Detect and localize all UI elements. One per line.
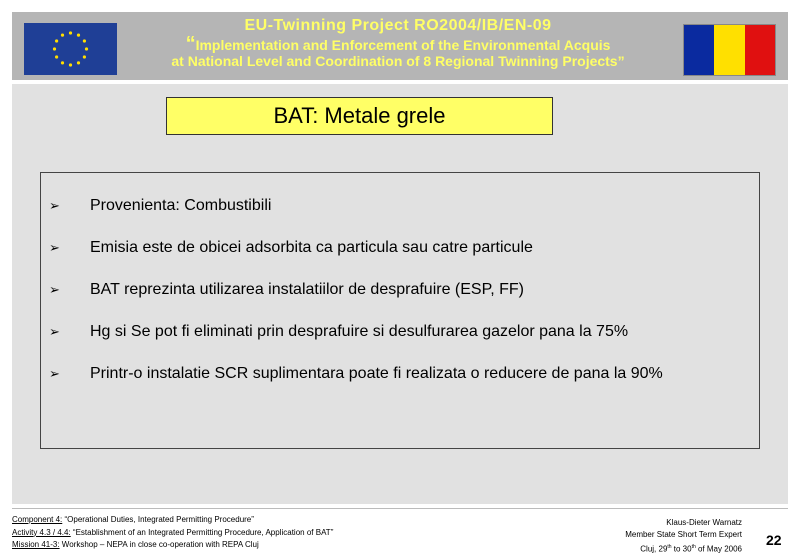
arrow-bullet-icon: ➢: [49, 324, 60, 339]
component-text: “Operational Duties, Integrated Permitting Procedure”: [62, 515, 254, 524]
flag-stripe-yellow: [714, 25, 744, 75]
list-item: [41, 362, 759, 386]
arrow-bullet-icon: ➢: [49, 198, 60, 213]
arrow-bullet-icon: ➢: [49, 366, 60, 381]
date-suffix: of May 2006: [695, 544, 742, 554]
footer-component: [12, 514, 333, 527]
activity-text: “Establishment of an Integrated Permitting Procedure, Application of BAT”: [70, 527, 334, 537]
list-item: [41, 320, 759, 344]
mission-text: Workshop – NEPA in close co-operation with REPA Cluj: [59, 540, 259, 549]
list-item: [41, 278, 759, 302]
list-item: [41, 236, 759, 260]
component-label: Component 4:: [12, 515, 63, 524]
open-quote: “: [185, 33, 196, 55]
author-name: Klaus-Dieter Warnatz: [666, 518, 742, 527]
arrow-bullet-icon: ➢: [49, 240, 60, 255]
footer-mission: [12, 539, 333, 552]
mission-label: Mission 41-3:: [12, 540, 60, 549]
project-subtitle-line1: [124, 33, 672, 55]
subtitle-line1-text: Implementation and Enforcement of the Environmental Acquis: [195, 37, 611, 53]
slide-title: BAT: Metale grele: [166, 97, 553, 135]
header-band: [12, 12, 788, 80]
project-subtitle-line2: at National Level and Coordination of 8 Regional Twinning Projects”: [171, 53, 625, 69]
flag-stripe-red: [745, 25, 775, 75]
flag-stripe-blue: [684, 25, 714, 75]
bullet-text: Printr-o instalatie SCR suplimentara poate fi realizata o reducere de pana la 90%: [90, 365, 663, 382]
author-role: Member State Short Term Expert: [625, 530, 742, 539]
bullet-text: Emisia este de obicei adsorbita ca particula sau catre particule: [90, 239, 533, 256]
project-title: EU-Twinning Project RO2004/IB/EN-09: [244, 17, 552, 34]
list-item: [41, 194, 759, 218]
footer-activity: [12, 527, 333, 540]
footer-left: [12, 514, 333, 552]
page-number: 22: [766, 532, 782, 548]
bullet-list: [40, 172, 760, 449]
arrow-bullet-icon: ➢: [49, 282, 60, 297]
header-text: [124, 16, 672, 69]
bullet-text: Hg si Se pot fi eliminati prin desprafuire si desulfurarea gazelor pana la 75%: [90, 323, 629, 340]
activity-label: Activity 4.3 / 4.4:: [12, 527, 71, 537]
date-prefix: Cluj, 29: [640, 544, 668, 554]
date-sup-2: th: [691, 544, 696, 550]
eu-flag-icon: [24, 23, 117, 75]
footer-divider: [12, 508, 788, 509]
bullet-text: Provenienta: Combustibili: [90, 197, 272, 214]
date-sup-1: th: [667, 544, 672, 550]
bullet-text: BAT reprezinta utilizarea instalatiilor de desprafuire (ESP, FF): [90, 281, 524, 298]
event-date: [625, 541, 742, 556]
date-mid: to 30: [671, 544, 692, 554]
footer-right: [625, 517, 742, 556]
romania-flag-icon: [683, 24, 776, 76]
slide-content: [12, 84, 788, 504]
